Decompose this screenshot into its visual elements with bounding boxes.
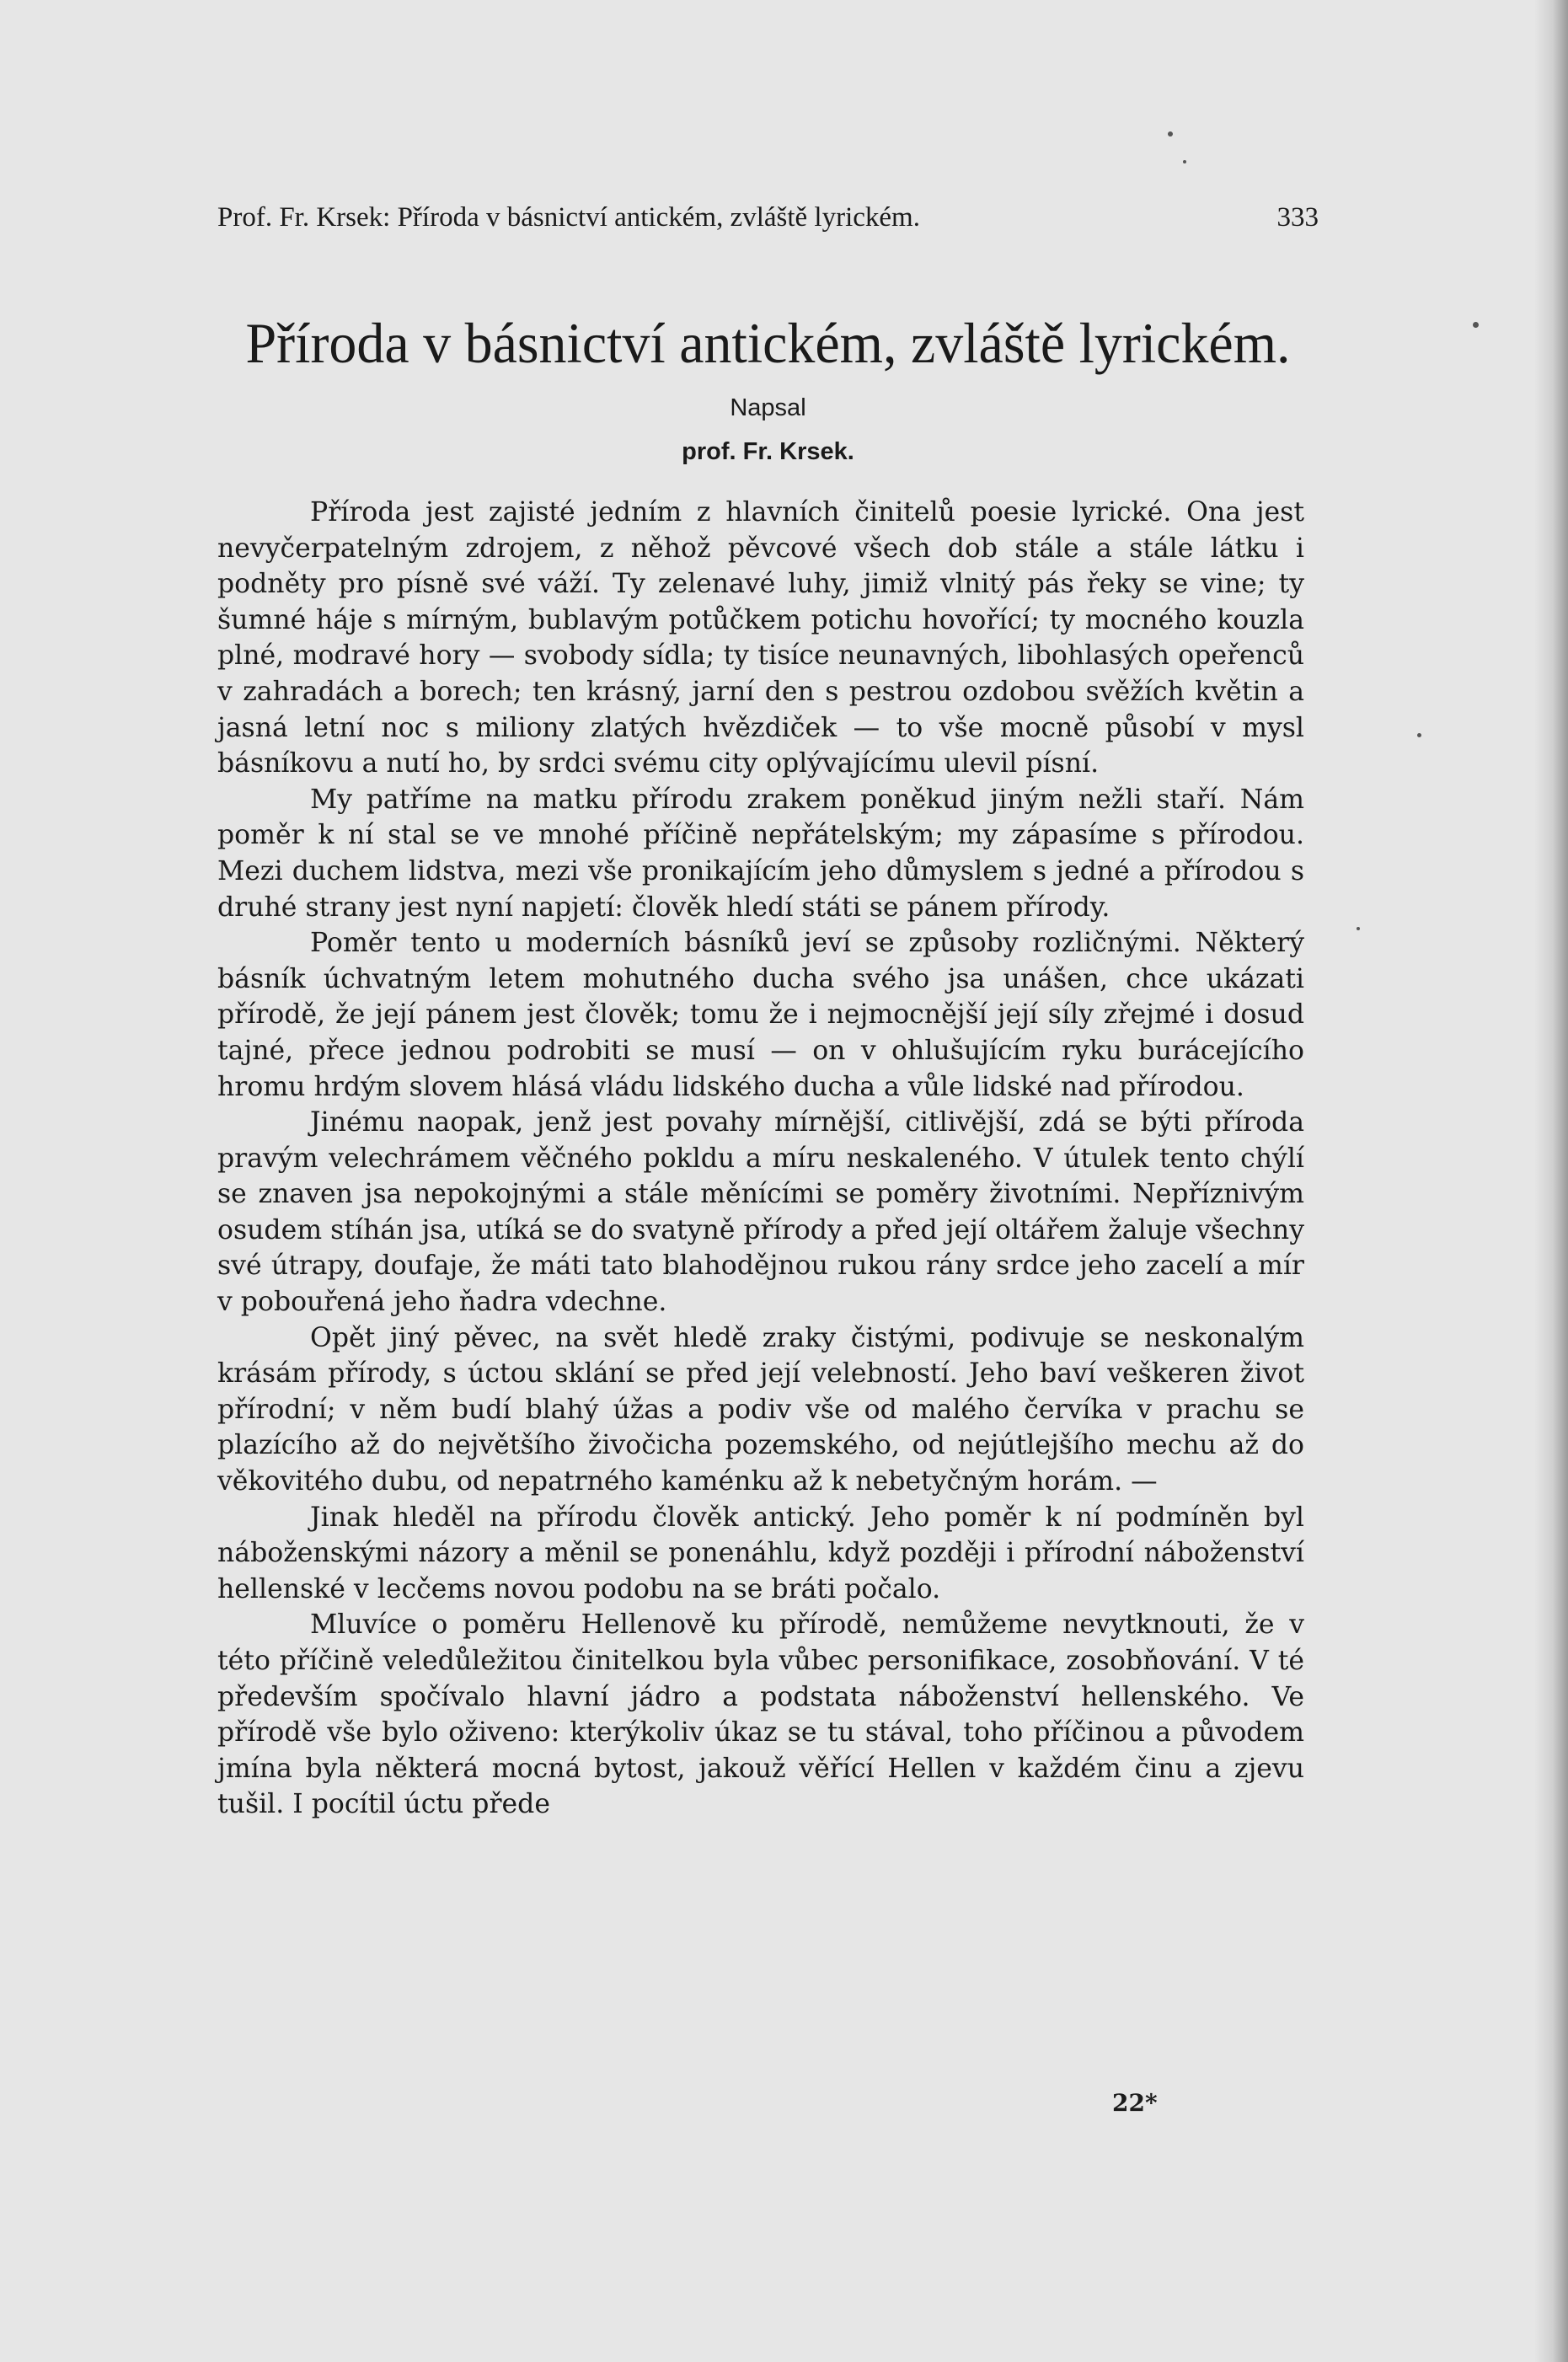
scan-speck [1417, 733, 1421, 737]
paragraph-2: My patříme na matku přírodu zrakem poněkud jiným nežli staří. Nám poměr k ní stal se ve mnohé příčině nepřátelským; my zápasíme s přírodou. Mezi duchem lidstva, mezi vše pronikajícím jeho důmyslem s jedné a přírodou s druhé strany jest nyní napjetí: člověk hledí státi se pánem přírody. [217, 784, 1304, 923]
page-edge-shadow [1534, 0, 1568, 2362]
paragraph-4: Jinému naopak, jenž jest povahy mírnější, citlivější, zdá se býti příroda pravým velechrámem věčného pokldu a míru neskaleného. V útulek tento chýlí se znaven jsa nepokojnými a stále měnícími se poměry životními. Nepříznivým osudem stíhán jsa, utíká se do svatyně přírody a před její oltářem žaluje všechny své útrapy, doufaje, že máti tato blahodějnou rukou rány srdce jeho zacelí a mír v pobouřená jeho ňadra vdechne. [217, 1107, 1304, 1318]
scan-speck [1473, 322, 1479, 328]
scan-speck [1357, 927, 1360, 930]
signature-mark: 22* [1112, 2089, 1158, 2117]
paragraph-5: Opět jiný pěvec, na svět hledě zraky čistými, podivuje se neskonalým krásám přírody, s úctou sklání se před její velebností. Jeho baví veškeren život přírodní; v něm budí blahý úžas a podiv vše od malého červíka v prachu se plazícího až do největšího živočicha pozemského, od nejútlejšího mechu až do věkovitého dubu, od nepatrného kaménku až k nebetyčným horám. — [217, 1322, 1304, 1497]
article-title: Příroda v básnictví antickém, zvláště lyrickém. [245, 311, 1291, 375]
paragraph-6: Jinak hleděl na přírodu člověk antický. Jeho poměr k ní podmíněn byl náboženskými názory a měnil se ponenáhlu, když později i přírodní náboženství hellenské v lecčems novou podobu na se bráti počalo. [217, 1502, 1304, 1604]
paragraph-3: Poměr tento u moderních básníků jeví se způsoby rozličnými. Některý básník úchvatným letem mohutného ducha svého jsa unášen, chce ukázati přírodě, že její pánem jest člověk; tomu že i nejmocnější její síly zřejmé i dosud tajné, přece jednou podrobiti se musí — on v ohlušujícím ryku burácejícího hromu hrdým slovem hlásá vládu lidského ducha a vůle lidské nad přírodou. [217, 928, 1304, 1102]
scan-speck [1183, 160, 1186, 163]
paragraph-1: Příroda jest zajisté jedním z hlavních činitelů poesie lyrické. Ona jest nevyčerpatelným zdrojem, z něhož pěvcové všech dob stále a stále látku i podněty pro písně své váží. Ty zelenavé luhy, jimiž vlnitý pás řeky se vine; ty šumné háje s mírným, bublavým potůčkem potichu hovořící; ty mocného kouzla plné, modravé hory — svobody sídla; ty tisíce neunavných, libohlasých opeřenců v zahradách a borech; ten krásný, jarní den s pestrou ozdobou svěžích květin a jasná letní noc s miliony zlatých hvězdiček — to vše mocně působí v mysl básníkovu a nutí ho, by srdci svému city oplývajícímu ulevil písní. [217, 497, 1304, 779]
paragraph-7: Mluvíce o poměru Hellenově ku přírodě, nemůžeme nevytknouti, že v této příčině veledůležitou činitelkou byla vůbec personifikace, zosobňování. V té především spočívalo hlavní jádro a podstata náboženství hellenského. Ve přírodě vše bylo oživeno: kterýkoliv úkaz se tu stával, toho příčinou a původem jmína byla některá mocná bytost, jakouž věřící Hellen v každém činu a zjevu tušil. I pocítil úctu přede [217, 1609, 1304, 1820]
scan-speck [1168, 131, 1173, 137]
article-body [217, 495, 1304, 1823]
byline-napsal: Napsal [730, 394, 806, 421]
byline-author: prof. Fr. Krsek. [682, 438, 854, 465]
page-number: 333 [1276, 202, 1319, 233]
running-head [217, 195, 1319, 239]
running-head-text: Prof. Fr. Krsek: Příroda v básnictví antickém, zvláště lyrickém. [217, 202, 920, 233]
